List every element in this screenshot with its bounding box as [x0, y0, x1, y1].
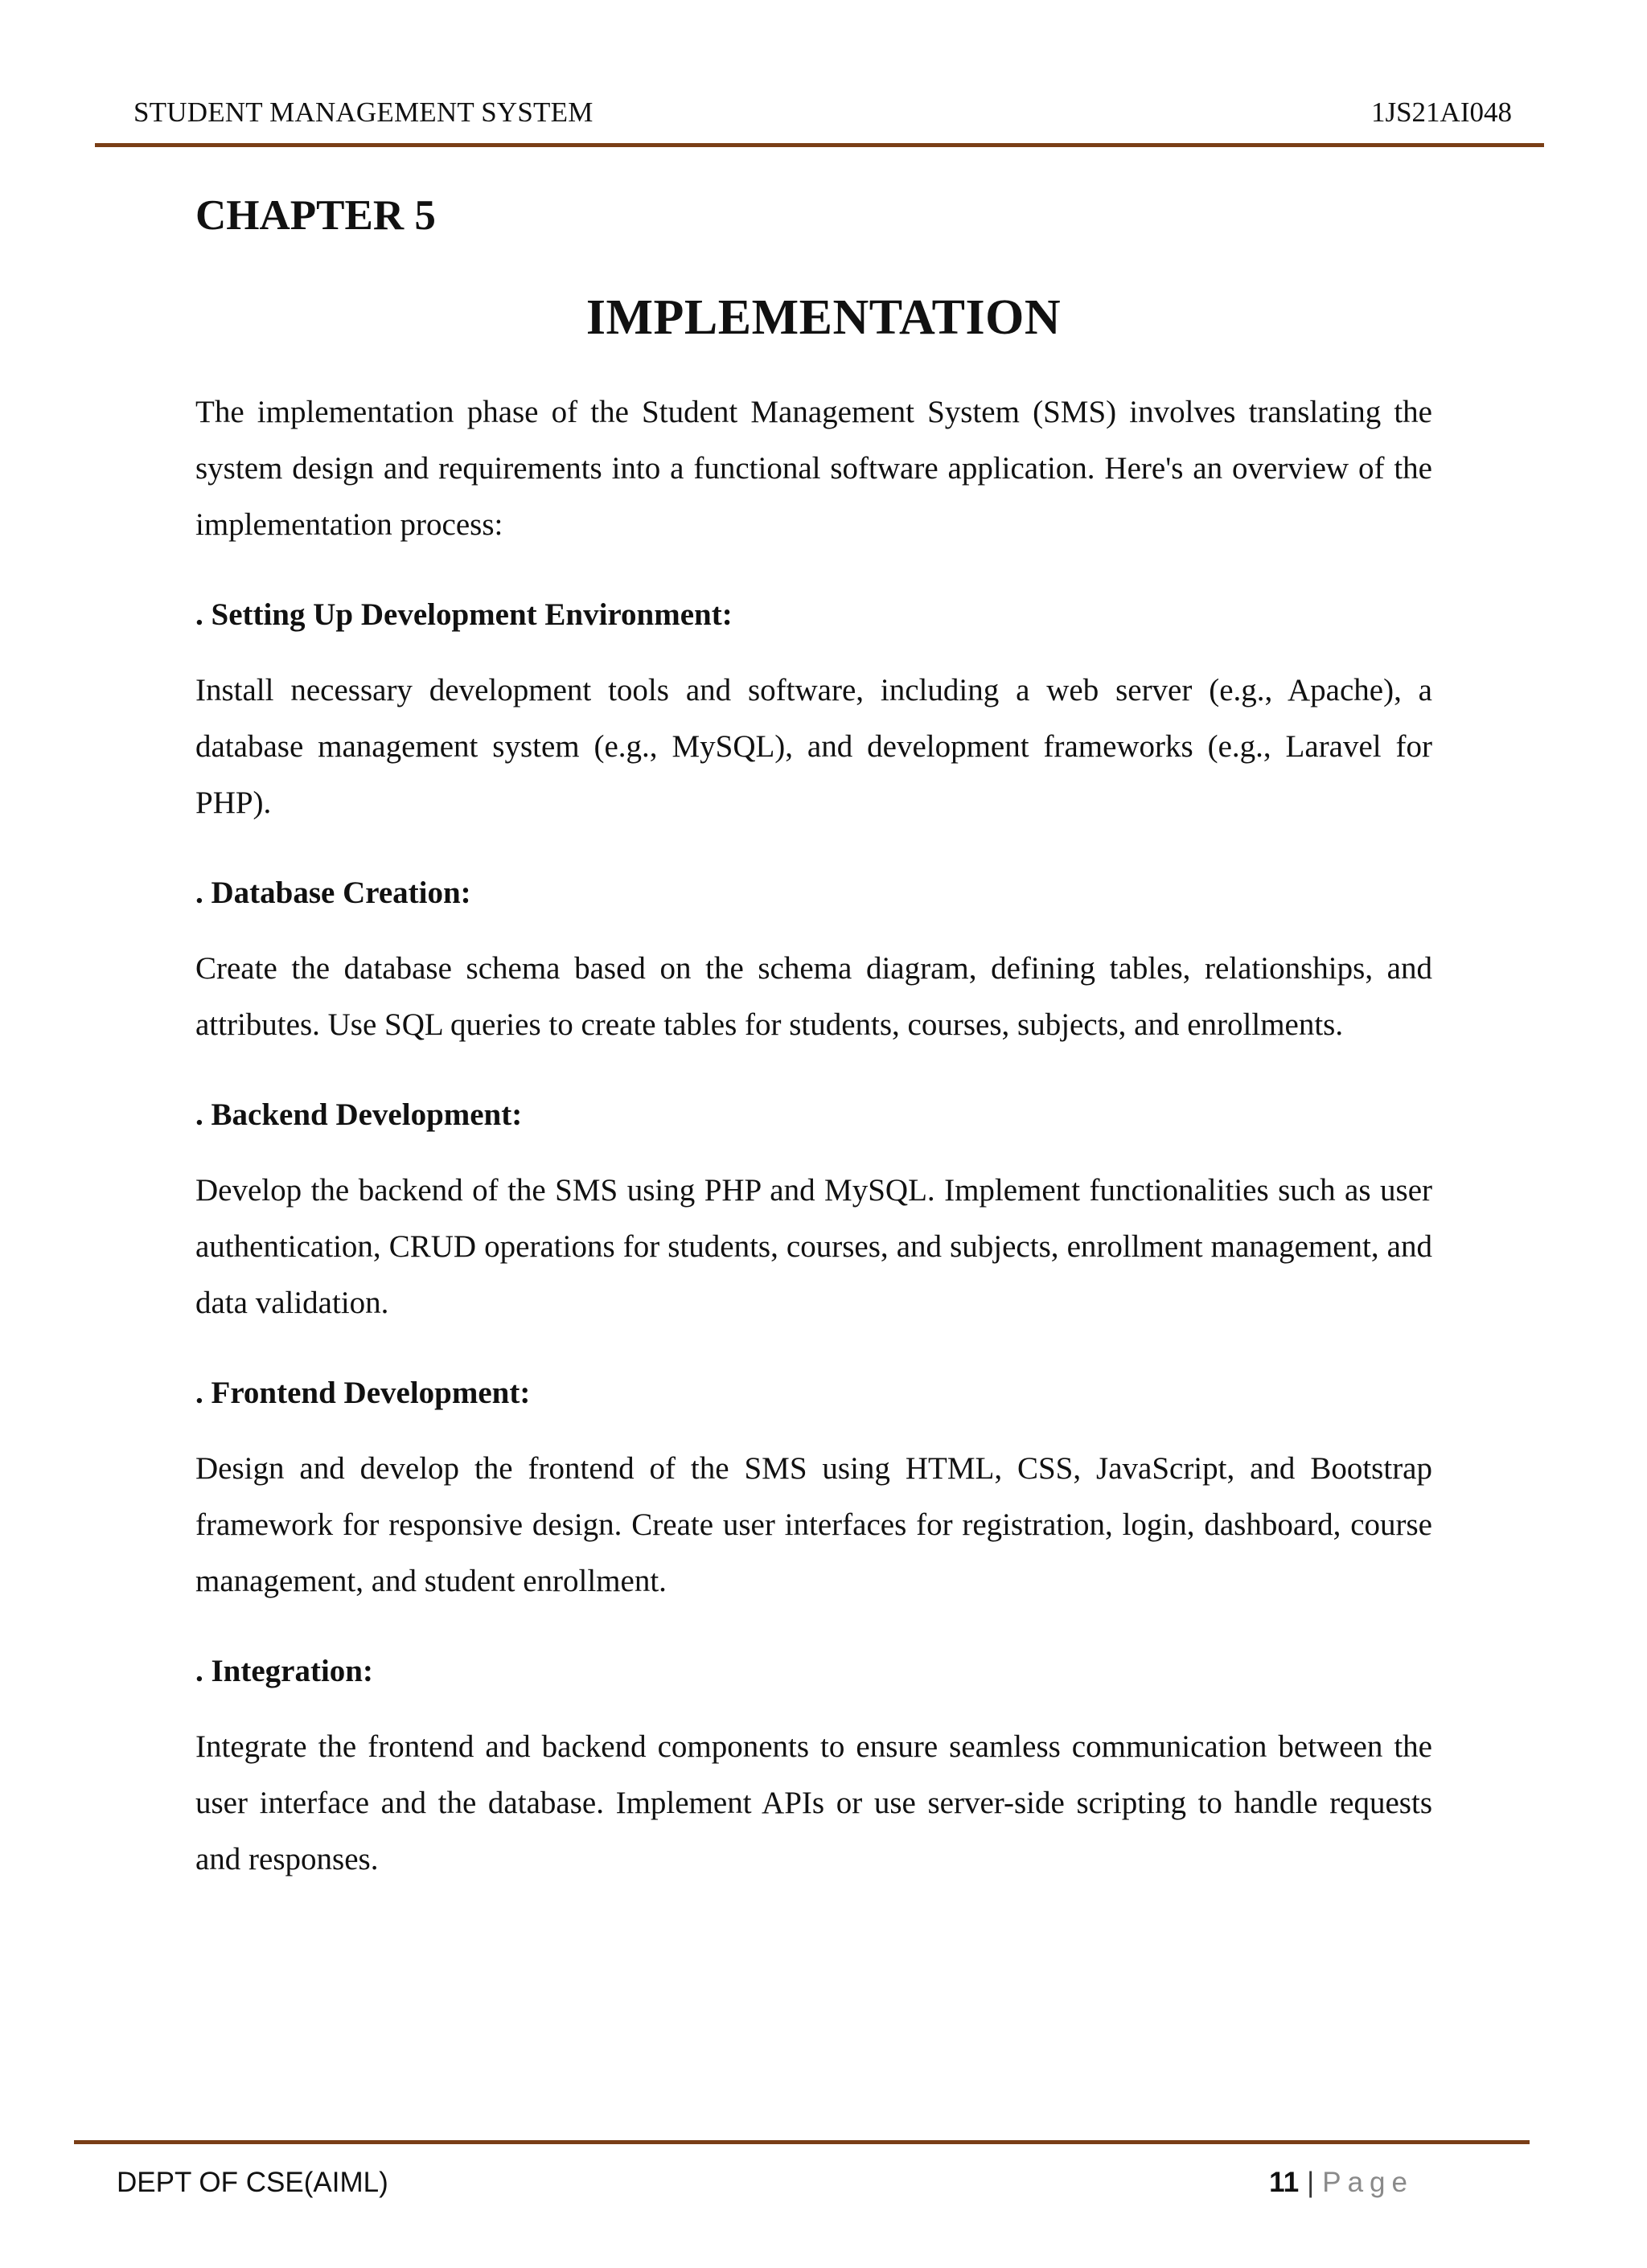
- chapter-title: IMPLEMENTATION: [585, 290, 1062, 345]
- footer-department: DEPT OF CSE(AIML): [117, 2167, 388, 2198]
- section-heading: . Backend Development:: [195, 1097, 523, 1132]
- section-body: Develop the backend of the SMS using PHP and MySQL. Implement functionalities such as user authentication, CRUD operations for students, courses, and subjects, enrollment management, and data validation.: [195, 1173, 1432, 1320]
- running-header-title: STUDENT MANAGEMENT SYSTEM: [133, 96, 593, 128]
- section-heading: . Setting Up Development Environment:: [195, 597, 733, 632]
- header-divider: [95, 143, 1544, 147]
- intro-paragraph: The implementation phase of the Student Management System (SMS) involves translating the system design and requirements into a functional software application. Here's an overview of the implementation process:: [195, 395, 1432, 542]
- page-label: Page: [1322, 2167, 1414, 2198]
- page-number: 11: [1269, 2167, 1300, 2198]
- section-body: Install necessary development tools and software, including a web server (e.g., Apache), a database management system (e.g., MySQL), and development frameworks (e.g., Laravel for PHP).: [195, 673, 1432, 820]
- section-body: Integrate the frontend and backend components to ensure seamless communication between the user interface and the database. Implement APIs or use server-side scripting to handle requests and responses.: [195, 1729, 1432, 1876]
- section-heading: . Database Creation:: [195, 876, 471, 910]
- section-heading: . Frontend Development:: [195, 1376, 531, 1410]
- footer-page-indicator: [1269, 2167, 1414, 2199]
- footer-divider: [74, 2140, 1530, 2144]
- section-body: Create the database schema based on the schema diagram, defining tables, relationships, and attributes. Use SQL queries to create tables for students, courses, subjects, and enrollments.: [195, 951, 1432, 1042]
- running-header-usn: 1JS21AI048: [1370, 96, 1512, 128]
- chapter-number: CHAPTER 5: [195, 192, 436, 239]
- page-separator: |: [1307, 2167, 1315, 2198]
- section-body: Design and develop the frontend of the SMS using HTML, CSS, JavaScript, and Bootstrap framework for responsive design. Create user interfaces for registration, login, dashboard, course management, and student enrollment.: [195, 1451, 1432, 1598]
- section-heading: . Integration:: [195, 1654, 373, 1688]
- chapter-content: [195, 384, 1432, 1888]
